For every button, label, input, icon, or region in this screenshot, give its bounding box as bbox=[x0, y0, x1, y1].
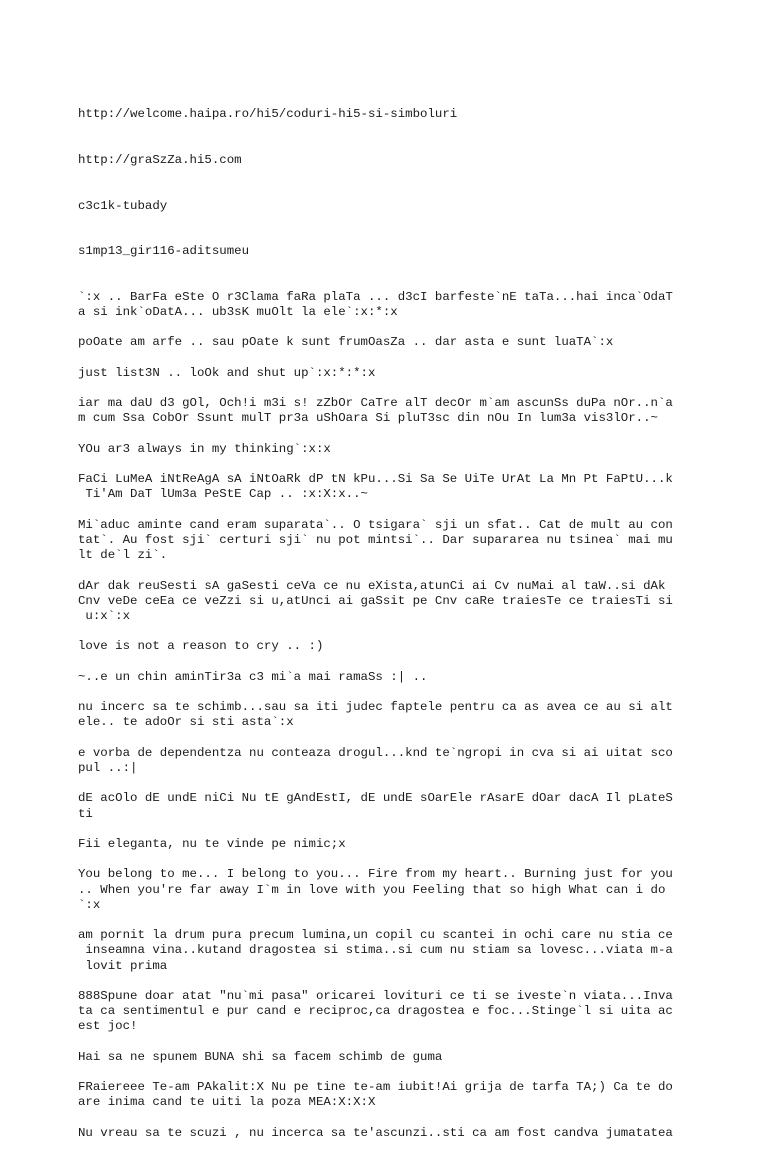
paragraph bbox=[78, 989, 758, 1035]
paragraph bbox=[78, 639, 758, 654]
text-line: Ti'Am DaT lUm3a PeStE Cap .. :x:X:x..~ bbox=[78, 487, 368, 502]
text-line: ti bbox=[78, 806, 93, 821]
paragraph bbox=[78, 867, 758, 913]
paragraph bbox=[78, 791, 758, 821]
text-line: ta ca sentimentul e pur cand e reciproc,ca dragostea e foc...Stinge`l si uita ac bbox=[78, 1004, 673, 1019]
header-line: http://welcome.haipa.ro/hi5/coduri-hi5-si-simboluri bbox=[78, 107, 458, 122]
header-line: c3c1k-tubady bbox=[78, 198, 168, 213]
document-text bbox=[78, 77, 758, 1156]
text-line: You belong to me... I belong to you... Fire from my heart.. Burning just for you bbox=[78, 867, 673, 882]
paragraph bbox=[78, 442, 758, 457]
paragraph bbox=[78, 366, 758, 381]
text-line: lt de`l zi`. bbox=[78, 548, 168, 563]
text-line: nu incerc sa te schimb...sau sa iti judec faptele pentru ca as avea ce au si alt bbox=[78, 700, 673, 715]
paragraph bbox=[78, 670, 758, 685]
text-line: YOu ar3 always in my thinking`:x:x bbox=[78, 441, 331, 456]
text-line: est joc! bbox=[78, 1019, 138, 1034]
header-line: s1mp13_gir116-aditsumeu bbox=[78, 244, 250, 259]
text-line: FRaiereee Te-am PAkalit:X Nu pe tine te-am iubit!Ai grija de tarfa TA;) Ca te do bbox=[78, 1080, 673, 1095]
text-line: love is not a reason to cry .. :) bbox=[78, 639, 324, 654]
text-line: are inima cand te uiti la poza MEA:X:X:X bbox=[78, 1095, 376, 1110]
text-line: 888Spune doar atat "nu`mi pasa" oricarei lovituri ce ti se iveste`n viata...Inva bbox=[78, 988, 673, 1003]
text-line: `:x .. BarFa eSte O r3Clama faRa plaTa ... d3cI barfeste`nE taTa...hai inca`OdaT bbox=[78, 289, 673, 304]
text-line: .. When you're far away I`m in love with you Feeling that so high What can i do bbox=[78, 882, 666, 897]
text-line: poOate am arfe .. sau pOate k sunt frumOasZa .. dar asta e sunt luaTA`:x bbox=[78, 335, 614, 350]
text-line: `:x bbox=[78, 897, 101, 912]
text-line: m cum Ssa CobOr Ssunt mulT pr3a uShOara Si pluT3sc din nOu In lum3a vis3lOr..~ bbox=[78, 411, 658, 426]
text-line: iar ma daU d3 gOl, Och!i m3i s! zZbOr CaTre alT decOr m`am ascunSs duPa nOr..n`a bbox=[78, 396, 673, 411]
text-line: inseamna vina..kutand dragostea si stima..si cum nu stiam sa lovesc...viata m-a bbox=[78, 943, 673, 958]
text-line: am pornit la drum pura precum lumina,un copil cu scantei in ochi care nu stia ce bbox=[78, 928, 673, 943]
paragraph bbox=[78, 837, 758, 852]
text-line: tat`. Au fost sji` certuri sji` nu pot mintsi`.. Dar supararea nu tsinea` mai mu bbox=[78, 533, 673, 547]
paragraph bbox=[78, 1050, 758, 1065]
text-line: u:x`:x bbox=[78, 609, 131, 623]
text-line: ele.. te adoOr si sti asta`:x bbox=[78, 715, 294, 730]
paragraph bbox=[78, 290, 758, 320]
header-links bbox=[78, 77, 758, 290]
paragraph bbox=[78, 472, 758, 502]
text-line: Mi`aduc aminte cand eram suparata`.. O tsigara` sji un sfat.. Cat de mult au con bbox=[78, 517, 673, 532]
paragraph bbox=[78, 1080, 758, 1110]
paragraph bbox=[78, 928, 758, 974]
text-line: Nu vreau sa te scuzi , nu incerca sa te'ascunzi..sti ca am fost candva jumatatea bbox=[78, 1125, 673, 1140]
text-line: Fii eleganta, nu te vinde pe nimic;x bbox=[78, 836, 346, 851]
text-line: FaCi LuMeA iNtReAgA sA iNtOaRk dP tN kPu...Si Sa Se UiTe UrAt La Mn Pt FaPtU...k bbox=[78, 472, 673, 487]
text-line: Hai sa ne spunem BUNA shi sa facem schimb de guma bbox=[78, 1049, 443, 1064]
paragraph-list bbox=[78, 290, 758, 1141]
text-line: lovit prima bbox=[78, 958, 168, 973]
text-line: dE acOlo dE undE niCi Nu tE gAndEstI, dE undE sOarEle rAsarE dOar dacA Il pLateS bbox=[78, 791, 673, 806]
text-line: e vorba de dependentza nu conteaza drogul...knd te`ngropi in cva si ai uitat sco bbox=[78, 745, 673, 760]
paragraph bbox=[78, 335, 758, 350]
text-line: dAr dak reuSesti sA gaSesti ceVa ce nu eXista,atunCi ai Cv nuMai al taW..si dAk bbox=[78, 578, 666, 593]
paragraph bbox=[78, 700, 758, 730]
text-line: a si ink`oDatA... ub3sK muOlt la ele`:x:*:x bbox=[78, 305, 398, 320]
text-line: ~..e un chin aminTir3a c3 mi`a mai ramaSs :| .. bbox=[78, 669, 428, 684]
paragraph bbox=[78, 1126, 758, 1141]
header-line: http://graSzZa.hi5.com bbox=[78, 153, 242, 168]
paragraph bbox=[78, 579, 758, 625]
paragraph bbox=[78, 396, 758, 426]
text-line: just list3N .. loOk and shut up`:x:*:*:x bbox=[78, 365, 376, 380]
text-line: pul ..:| bbox=[78, 760, 138, 775]
text-line: Cnv veDe ceEa ce veZzi si u,atUnci ai gaSsit pe Cnv caRe traiesTe ce traiesTi si bbox=[78, 593, 673, 608]
paragraph bbox=[78, 518, 758, 564]
paragraph bbox=[78, 746, 758, 776]
